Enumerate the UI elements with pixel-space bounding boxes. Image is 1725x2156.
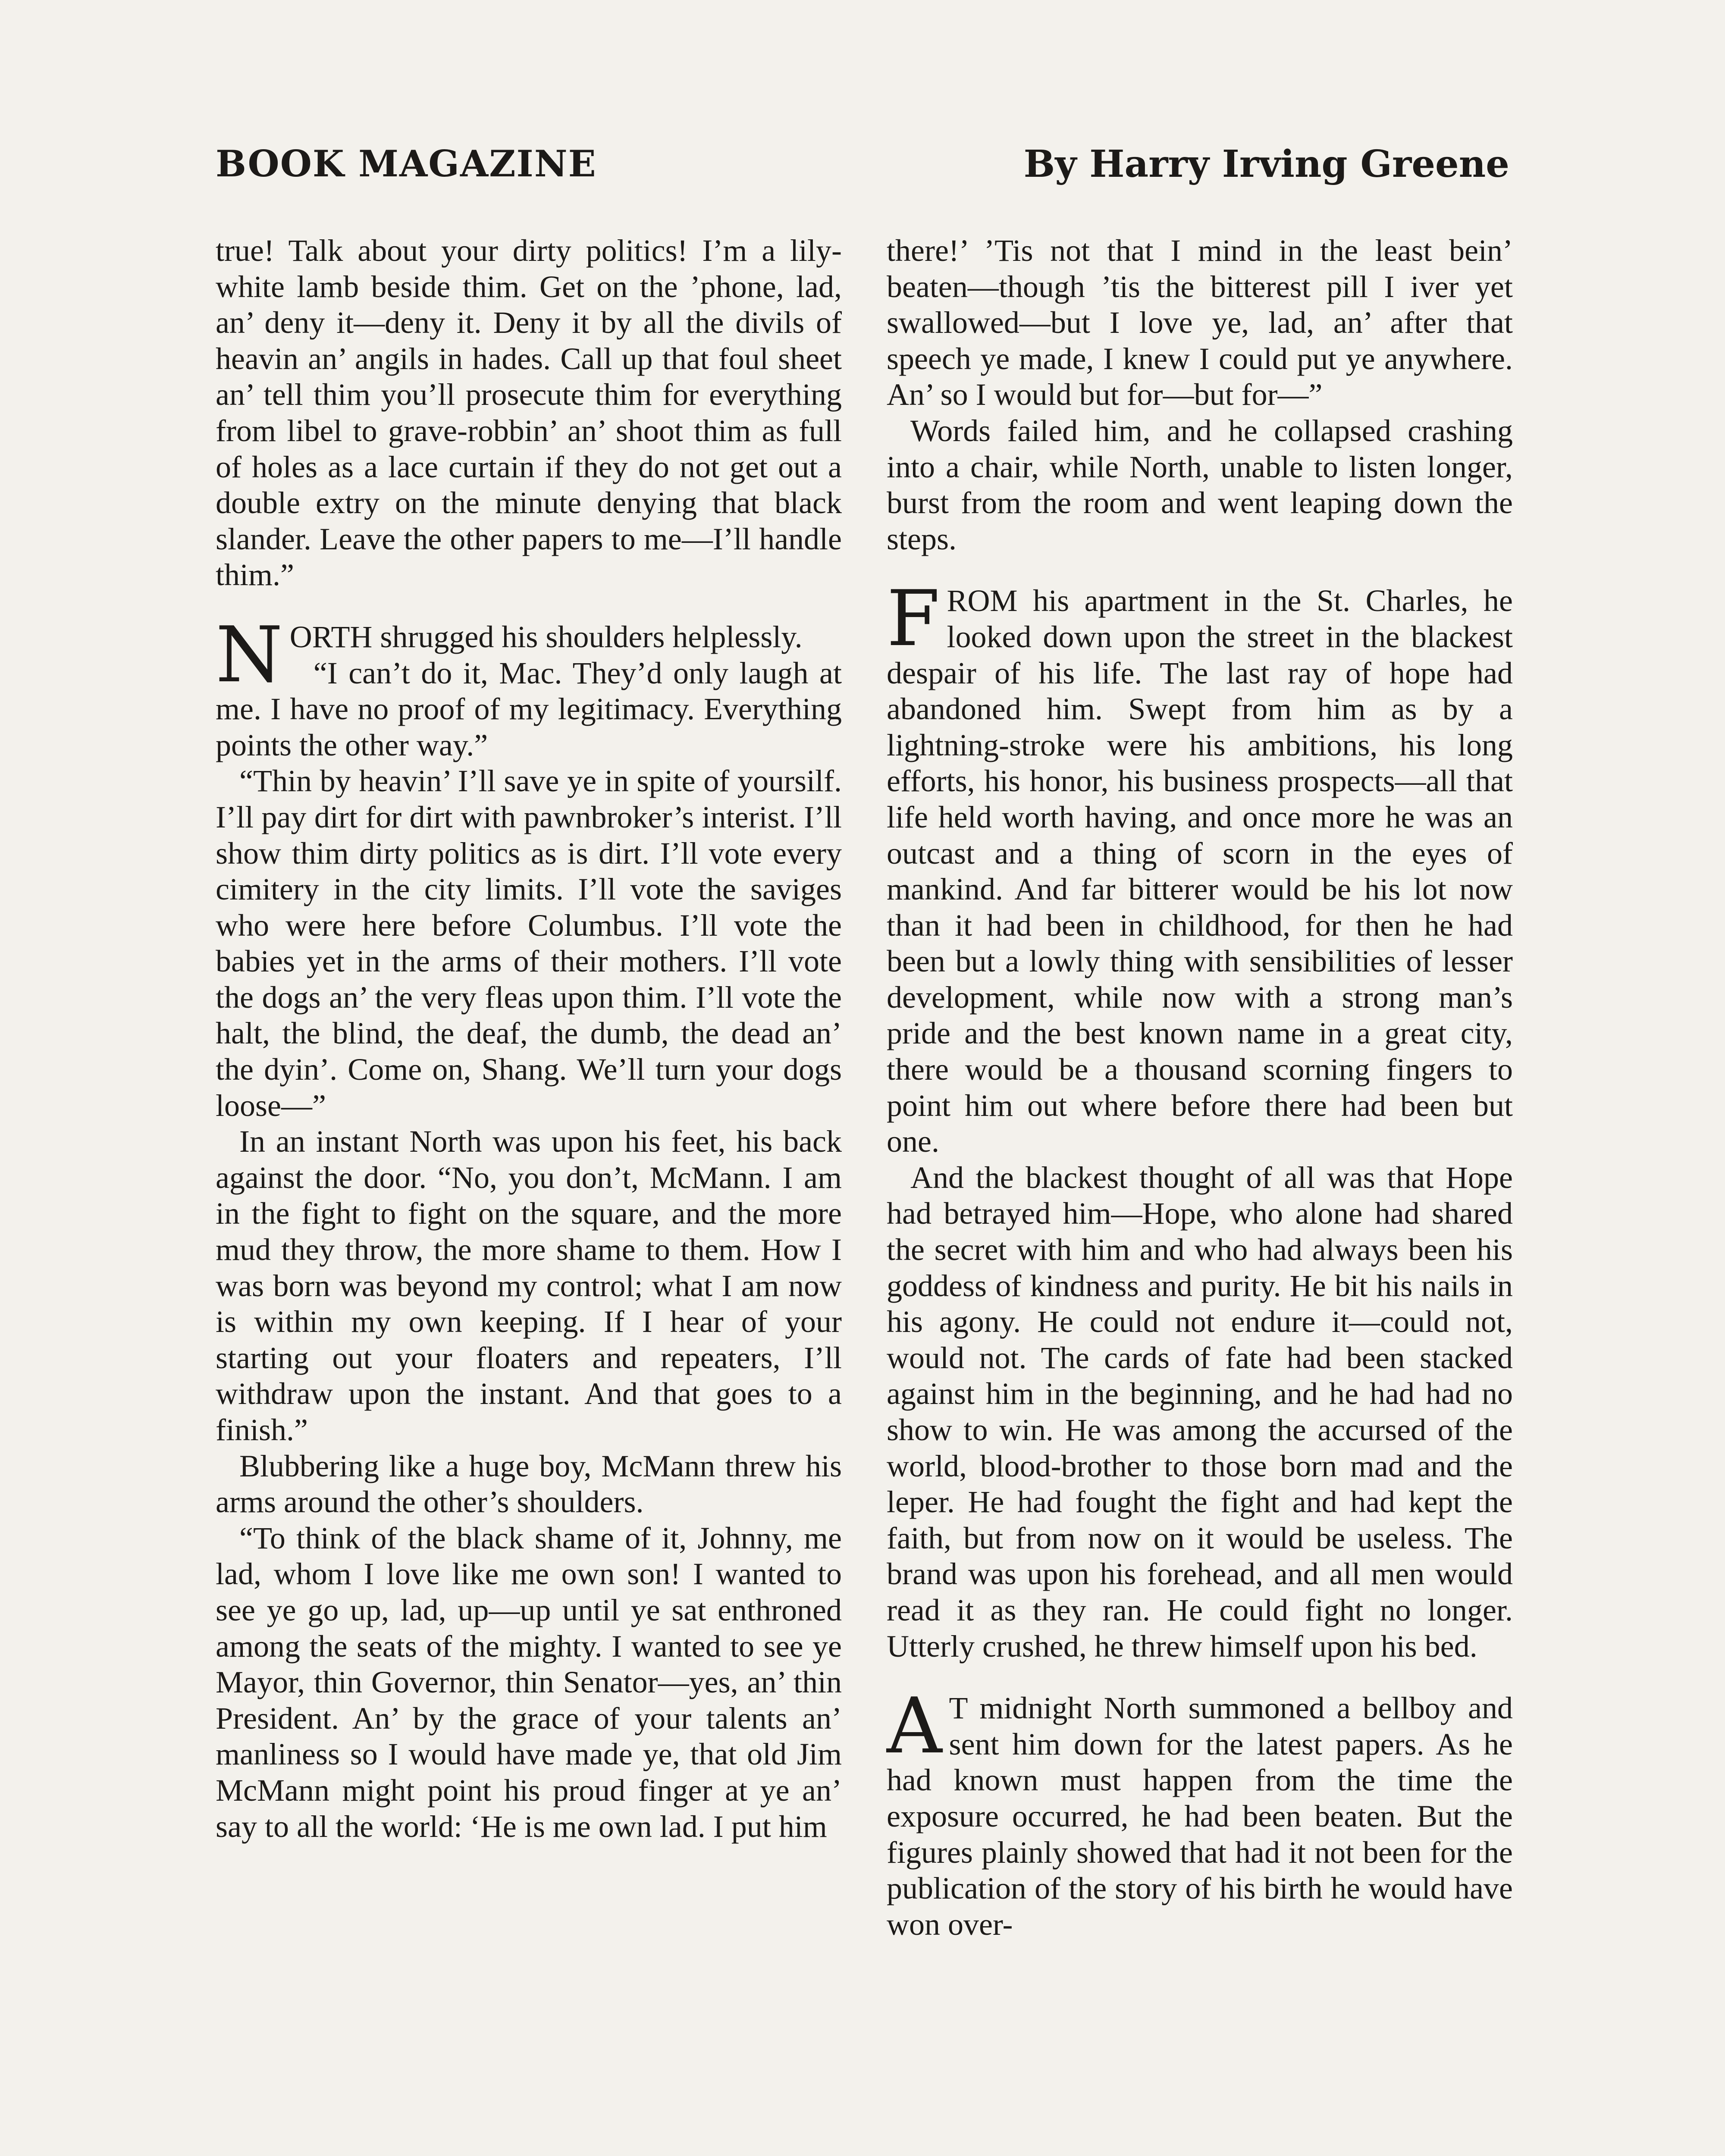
drop-cap: F xyxy=(887,574,940,664)
paragraph: “Thin by heavin’ I’ll save ye in spite of yoursilf. I’ll pay dirt for dirt with pawnbroker’s interist. I’ll show thim dirty politics as is dirt. I’ll vote every cimitery in the city limits. I’ll vote the saviges who were here before Columbus. I’ll vote the babies yet in the arms of their mothers. I’ll vote the dogs an’ the very fleas upon thim. I’ll vote the halt, the blind, the deaf, the dumb, the dead an’ the dyin’. Come on, Shang. We’ll turn your dogs loose—” xyxy=(216,764,842,1123)
paragraph: there!’ ’Tis not that I mind in the least bein’ beaten—though ’tis the bitterest pill I iver yet swallowed—but I love ye, lad, an’ after that speech ye made, I knew I could put ye anywhere. An’ so I would but for—but for—” xyxy=(887,233,1513,412)
magazine-title: BOOK MAGAZINE xyxy=(216,142,597,185)
running-header xyxy=(216,142,1509,198)
paragraph-at-midnight xyxy=(887,1681,1513,1943)
paragraph: “I can’t do it, Mac. They’d only laugh at me. I have no proof of my legitimacy. Everything points the other way.” xyxy=(216,655,842,762)
paragraph: “To think of the black shame of it, Johnny, me lad, whom I love like me own son! I wanted to see ye go up, lad, up—up until ye sat enthroned among the seats of the mighty. I wanted to see ye Mayor, thin Governor, thin Senator—yes, an’ thin President. An’ by the grace of your talents an’ manliness so I would have made ye, that old Jim McMann might point his proud finger at ye an’ say to all the world: ‘He is me own lad. I put him xyxy=(216,1520,842,1844)
paragraph: true! Talk about your dirty politics! I’m a lily-white lamb beside thim. Get on the ’phone, lad, an’ deny it—deny it. Deny it by all the divils of heavin an’ angils in hades. Call up that foul sheet an’ tell thim you’ll prosecute thim for everything from libel to grave-robbin’ an’ shoot thim as full of holes as a lace curtain if they do not get out a double extry on the minute denying that black slander. Leave the other papers to me—I’ll handle thim.” xyxy=(216,233,842,592)
drop-cap: A xyxy=(887,1681,942,1771)
author-byline: By Harry Irving Greene xyxy=(1023,142,1509,186)
paragraph: And the blackest thought of all was that Hope had betrayed him—Hope, who alone had shared the secret with him and who had always been his goddess of kindness and purity. He bit his nails in his agony. He could not endure it—could not, would not. The cards of fate had been stacked against him in the beginning, and he had had no show to win. He was among the accursed of the world, blood-brother to those born mad and the leper. He had fought the fight and had kept the faith, but from now on it would be useless. The brand was upon his forehead, and all men would read it as they ran. He could fight no longer. Utterly crushed, he threw himself upon his bed. xyxy=(887,1160,1513,1664)
text-column-right xyxy=(887,233,1513,1943)
paragraph-north-shrugged xyxy=(216,610,842,699)
paragraph: Words failed him, and he collapsed crashing into a chair, while North, unable to listen longer, burst from the room and went leaping down the steps. xyxy=(887,413,1513,556)
paragraph-text: ORTH shrugged his shoulders helplessly. xyxy=(289,619,803,654)
paragraph: Blubbering like a huge boy, McMann threw his arms around the other’s shoulders. xyxy=(216,1448,842,1520)
paragraph-text: T midnight North summoned a bellboy and sent him down for the latest papers. As he had known must happen from the time the exposure occurred, he had been beaten. But the figures plainly showed that had it not been for the publication of the story of his birth he would have won over- xyxy=(887,1691,1513,1942)
paragraph-text: ROM his apartment in the St. Charles, he looked down upon the street in the blackest despair of his life. The last ray of hope had abandoned him. Swept from him as by a lightning-stroke were his ambitions, his long efforts, his honor, his business prospects—all that life held worth having, and once more he was an outcast and a thing of scorn in the eyes of mankind. And far bitterer would be his lot now than it had been in childhood, for then he had been but a lowly thing with sensibilities of lesser development, while now with a strong man’s pride and the best known name in a great city, there would be a thousand scorning fingers to point him out where before there had been but one. xyxy=(887,583,1513,1159)
paragraph-from-his-apartment xyxy=(887,574,1513,1160)
text-column-left xyxy=(216,233,842,1845)
paragraph: In an instant North was upon his feet, his back against the door. “No, you don’t, McMann. I am in the fight to fight on the square, and the more mud they throw, the more shame to them. How I was born was beyond my control; what I am now is within my own keeping. If I hear of your starting out your floaters and repeaters, I’ll withdraw upon the instant. And that goes to a finish.” xyxy=(216,1124,842,1447)
drop-cap: N xyxy=(216,610,283,699)
